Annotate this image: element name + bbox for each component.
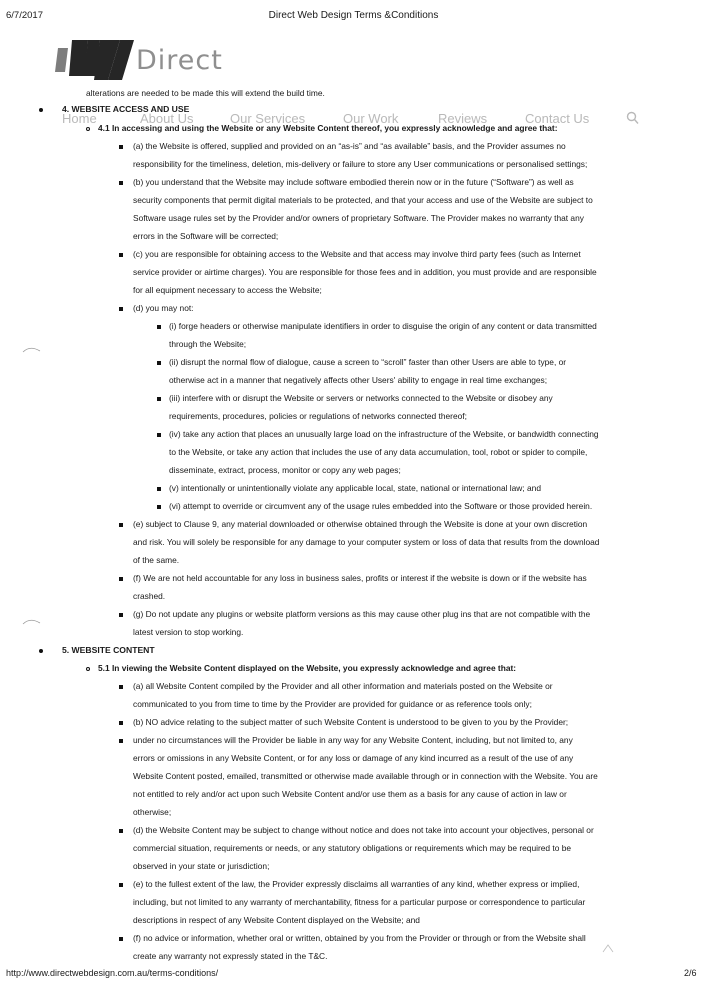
bullet <box>157 505 161 509</box>
bullet <box>86 127 90 131</box>
bullet <box>119 937 123 941</box>
clause-5c-cont: not entitled to rely and/or act upon such Website Content and/or use them as a basis for any cause of action in law or <box>133 789 567 799</box>
paragraph-line: alterations are needed to be made this will extend the build time. <box>86 88 325 98</box>
bullet <box>119 739 123 743</box>
clause-4d-iv-cont: disseminate, extract, process, monitor or copy any web pages; <box>169 465 401 475</box>
nav-reviews[interactable]: Reviews <box>438 111 488 126</box>
nav-contact-us[interactable]: Contact Us <box>525 111 590 126</box>
scan-mark-icon <box>22 344 42 358</box>
clause-5c: under no circumstances will the Provider be liable in any way for any Website Content, including, but not limited to, any <box>133 735 573 745</box>
bullet <box>119 577 123 581</box>
clause-5c-cont: errors or omissions in any Website Content, or for any loss or damage of any kind incurred as a result of the use of any <box>133 753 574 763</box>
bullet <box>157 361 161 365</box>
section-heading-5: 5. WEBSITE CONTENT <box>62 645 155 655</box>
clause-4b-cont: security components that permit digital materials to be protected, and that your access and use of the Website are subject to <box>133 195 593 205</box>
clause-4d-i-cont: through the Website; <box>169 339 247 349</box>
bullet <box>119 253 123 257</box>
clause-4d-iii-cont: requirements, procedures, policies or regulations of networks connected thereof; <box>169 411 467 421</box>
clause-4d: (d) you may not: <box>133 303 194 313</box>
bullet <box>157 433 161 437</box>
clause-5e-cont: descriptions in respect of any Website Content displayed on the Website; and <box>133 915 420 925</box>
bullet <box>119 685 123 689</box>
bullet <box>39 649 43 653</box>
bullet <box>119 307 123 311</box>
clause-4e-cont: of the same. <box>133 555 180 565</box>
logo-text: Direct <box>136 45 223 76</box>
clause-4d-vi: (vi) attempt to override or circumvent any of the usage rules embedded into the Software or those provided herein. <box>169 501 593 511</box>
print-date: 6/7/2017 <box>6 10 43 21</box>
clause-4c: (c) you are responsible for obtaining access to the Website and that access may involve third party fees (such as Internet <box>133 249 581 259</box>
clause-5a-cont: communicated to you from time to time by the Provider are provided for guidance or as reference tools only; <box>133 699 532 709</box>
clause-4d-ii: (ii) disrupt the normal flow of dialogue, cause a screen to “scroll” faster than other Users are able to type, or <box>169 357 567 367</box>
clause-4d-i: (i) forge headers or otherwise manipulate identifiers in order to disguise the origin of any content or data transmitted <box>169 321 597 331</box>
clause-4e-cont: and risk. You will solely be responsible for any damage to your computer system or loss of data that results from the download <box>133 537 600 547</box>
clause-4d-iv-cont: to the Website, or take any action that includes the use of any data accumulation, tool, robot or spider to compile, <box>169 447 588 457</box>
scan-mark-icon <box>601 942 615 954</box>
bullet <box>119 613 123 617</box>
clause-4d-iv: (iv) take any action that places an unusually large load on the infrastructure of the Website, or bandwidth connecting <box>169 429 599 439</box>
clause-4a: (a) the Website is offered, supplied and provided on an “as-is” and “as available” basis, and the Provider assumes no <box>133 141 566 151</box>
clause-4d-iii: (iii) interfere with or disrupt the Website or servers or networks connected to the Website or disobey any <box>169 393 553 403</box>
scan-mark-icon <box>22 616 42 630</box>
bullet <box>119 721 123 725</box>
clause-5e-cont: including, but not limited to any warranty of merchantability, fitness for a particular purpose or correspondence to particular <box>133 897 586 907</box>
bullet <box>119 145 123 149</box>
subsection-5-1: 5.1 In viewing the Website Content displayed on the Website, you expressly acknowledge and agree that: <box>98 663 517 673</box>
nav-our-services[interactable]: Our Services <box>230 111 306 126</box>
clause-4g: (g) Do not update any plugins or website platform versions as this may cause other plug ins that are not compatible with the <box>133 609 591 619</box>
page-number: 2/6 <box>684 968 697 978</box>
search-icon[interactable] <box>626 111 639 128</box>
clause-4c-cont: service provider or airtime charges). You are responsible for those fees and in addition, you must provide and are responsible <box>133 267 597 277</box>
subsection-4-1: 4.1 In accessing and using the Website or any Website Content thereof, you expressly acknowledge and agree that: <box>98 123 558 133</box>
clause-4d-v: (v) intentionally or unintentionally violate any applicable local, state, national or international law; and <box>169 483 541 493</box>
bullet <box>157 325 161 329</box>
dw-direct-logo[interactable] <box>38 36 238 86</box>
clause-4b: (b) you understand that the Website may include software embodied therein now or in the future (“Software”) as well as <box>133 177 574 187</box>
bullet <box>119 181 123 185</box>
clause-5d-cont: observed in your state or jurisdiction; <box>133 861 270 871</box>
bullet <box>119 829 123 833</box>
print-title: Direct Web Design Terms &Conditions <box>268 10 439 21</box>
bullet <box>119 883 123 887</box>
bullet <box>157 487 161 491</box>
bullet <box>157 397 161 401</box>
dw-logo-mark-icon <box>38 36 138 86</box>
clause-5e: (e) to the fullest extent of the law, the Provider expressly disclaims all warranties of any kind, whether express or implied, <box>133 879 580 889</box>
bullet <box>86 667 90 671</box>
clause-5a: (a) all Website Content compiled by the Provider and all other information and materials posted on the Website or <box>133 681 553 691</box>
clause-4f: (f) We are not held accountable for any loss in business sales, profits or interest if the website is down or if the website has <box>133 573 587 583</box>
section-heading-4: 4. WEBSITE ACCESS AND USE <box>62 104 190 114</box>
clause-4b-cont: errors in the Software will be corrected; <box>133 231 279 241</box>
clause-4e: (e) subject to Clause 9, any material downloaded or otherwise obtained through the Website is done at your own discretion <box>133 519 588 529</box>
clause-5c-cont: otherwise; <box>133 807 172 817</box>
nav-our-work[interactable]: Our Work <box>343 111 399 126</box>
clause-4f-cont: crashed. <box>133 591 166 601</box>
clause-4d-ii-cont: otherwise act in a manner that negatively affects other Users' ability to engage in real time exchanges; <box>169 375 548 385</box>
bullet <box>119 523 123 527</box>
clause-4a-cont: responsibility for the timeliness, deletion, mis-delivery or failure to store any User communications or personalised settings; <box>133 159 588 169</box>
clause-5d-cont: commercial situation, requirements or needs, or any statutory obligations or requirements which may be required to be <box>133 843 572 853</box>
clause-4g-cont: latest version to stop working. <box>133 627 244 637</box>
bullet <box>39 108 43 112</box>
clause-5d: (d) the Website Content may be subject to change without notice and does not take into account your objectives, personal or <box>133 825 594 835</box>
clause-5f-cont: create any warranty not expressly stated in the T&C. <box>133 951 328 961</box>
nav-about-us[interactable]: About Us <box>140 111 194 126</box>
clause-5f: (f) no advice or information, whether oral or written, obtained by you from the Provider or through or from the Website shall <box>133 933 586 943</box>
clause-4b-cont: Software usage rules set by the Provider and/or owners of proprietary Software. The Provider makes no warranty that any <box>133 213 584 223</box>
page-url: http://www.directwebdesign.com.au/terms-conditions/ <box>6 968 219 978</box>
clause-5b: (b) NO advice relating to the subject matter of such Website Content is understood to be given to you by the Provider; <box>133 717 569 727</box>
clause-5c-cont: Website Content posted, emailed, transmitted or otherwise made available through or in connection with the Website. You are <box>133 771 598 781</box>
clause-4c-cont: for all equipment necessary to access the Website; <box>133 285 322 295</box>
nav-home[interactable]: Home <box>62 111 97 126</box>
